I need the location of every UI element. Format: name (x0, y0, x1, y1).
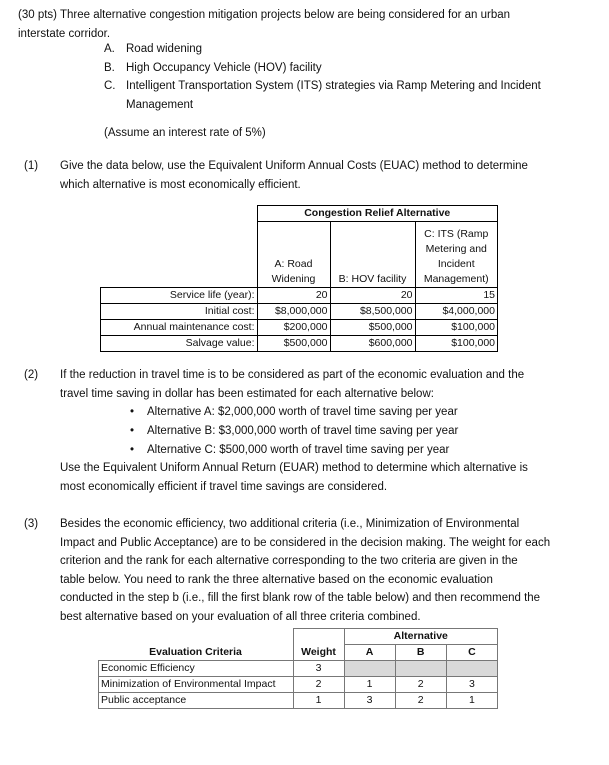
blank-rank-cell[interactable] (344, 661, 395, 677)
cell: $100,000 (415, 336, 498, 352)
rank: 1 (344, 677, 395, 693)
blank-rank-cell[interactable] (446, 661, 497, 677)
table-row (99, 661, 498, 677)
column-header: Weight (293, 629, 344, 661)
bullet-text: Alternative A: $2,000,000 worth of travel time saving per year (147, 406, 458, 418)
question-text: conducted in the step b (i.e., fill the first blank row of the table below) and then recommend the (60, 592, 541, 605)
bullet-item (130, 422, 459, 441)
column-header: B: HOV facility (330, 222, 415, 288)
table-row (99, 677, 498, 693)
cell: $8,500,000 (330, 304, 415, 320)
bullet-item (130, 403, 458, 422)
list-marker: A. (104, 43, 115, 55)
alternative-b (104, 59, 322, 78)
alternatives-data-table (100, 205, 498, 352)
list-text: Intelligent Transportation System (ITS) strategies via Ramp Metering and Incident (126, 80, 541, 92)
bullet-text: Alternative C: $500,000 worth of travel time saving per year (147, 444, 450, 456)
bullet-text: Alternative B: $3,000,000 worth of travel time saving per year (147, 425, 459, 437)
cell: $100,000 (415, 320, 498, 336)
list-text: Road widening (126, 43, 203, 55)
criterion: Economic Efficiency (99, 661, 294, 677)
list-marker: C. (104, 80, 116, 92)
cell: $600,000 (330, 336, 415, 352)
question-text: Give the data below, use the Equivalent Uniform Annual Costs (EUAC) method to determine (60, 160, 528, 172)
rank: 2 (395, 693, 446, 709)
cell: 20 (330, 288, 415, 304)
column-header: C: ITS (Ramp Metering and Incident Management) (415, 222, 498, 288)
intro-line: interstate corridor. (18, 27, 111, 40)
bullet-icon: • (130, 406, 135, 418)
list-text: Management (126, 98, 194, 111)
bullet-icon: • (130, 444, 135, 456)
rank: 3 (446, 677, 497, 693)
table-row (101, 336, 498, 352)
question-text: Use the Equivalent Uniform Annual Return (EUAR) method to determine which alternative is (60, 462, 528, 474)
intro (18, 6, 510, 43)
cell: $200,000 (257, 320, 330, 336)
cell: 15 (415, 288, 498, 304)
row-label: Annual maintenance cost: (101, 320, 258, 336)
cell: $500,000 (330, 320, 415, 336)
column-header: A (344, 645, 395, 661)
list-text: High Occupancy Vehicle (HOV) facility (126, 62, 322, 74)
question-2-followup (60, 459, 528, 496)
table-row (101, 288, 498, 304)
question-text: most economically efficient if travel time savings are considered. (60, 480, 388, 493)
question-text: Impact and Public Acceptance) are to be considered in the decision making. The weight for each (60, 536, 551, 549)
bullet-icon: • (130, 425, 135, 437)
table-row (101, 304, 498, 320)
question-text: table below. You need to rank the three alternative based on the economic evaluation (60, 573, 493, 586)
intro-line: (30 pts) Three alternative congestion mitigation projects below are being considered for an urban (18, 9, 511, 21)
rank: 1 (446, 693, 497, 709)
row-label: Initial cost: (101, 304, 258, 320)
question-text: which alternative is most economically efficient. (60, 178, 301, 191)
table-row (101, 320, 498, 336)
cell: $500,000 (257, 336, 330, 352)
row-label: Service life (year): (101, 288, 258, 304)
question-3 (24, 515, 551, 627)
weight: 2 (293, 677, 344, 693)
rank: 2 (395, 677, 446, 693)
cell: $8,000,000 (257, 304, 330, 320)
table-row (99, 693, 498, 709)
table-title: Congestion Relief Alternative (257, 206, 498, 222)
weight: 1 (293, 693, 344, 709)
column-header: A: Road Widening (257, 222, 330, 288)
question-text: best alternative based on your evaluation of all three criteria combined. (60, 610, 421, 623)
question-marker: (3) (24, 518, 39, 530)
column-header: C (446, 645, 497, 661)
criterion: Public acceptance (99, 693, 294, 709)
question-2 (24, 366, 525, 403)
criterion: Minimization of Environmental Impact (99, 677, 294, 693)
column-header: B (395, 645, 446, 661)
list-marker: B. (104, 62, 115, 74)
rank: 3 (344, 693, 395, 709)
question-marker: (1) (24, 160, 39, 172)
evaluation-criteria-table (98, 628, 498, 709)
question-marker: (2) (24, 369, 39, 381)
weight: 3 (293, 661, 344, 677)
cell: $4,000,000 (415, 304, 498, 320)
question-text: criterion and the rank for each alternative corresponding to the two criteria are given in the (60, 555, 518, 568)
row-label: Salvage value: (101, 336, 258, 352)
alternative-a (104, 40, 203, 59)
question-text: If the reduction in travel time is to be considered as part of the economic evaluation and the (60, 369, 525, 381)
blank-rank-cell[interactable] (395, 661, 446, 677)
column-header: Evaluation Criteria (99, 629, 294, 661)
question-1 (24, 157, 528, 194)
column-header: Alternative (344, 629, 498, 645)
question-text: travel time saving in dollar has been estimated for each alternative below: (60, 387, 434, 400)
alternative-c (104, 77, 541, 114)
interest-assumption: (Assume an interest rate of 5%) (104, 127, 266, 139)
bullet-item (130, 441, 450, 460)
cell: 20 (257, 288, 330, 304)
question-text: Besides the economic efficiency, two additional criteria (i.e., Minimization of Environmental (60, 518, 520, 530)
